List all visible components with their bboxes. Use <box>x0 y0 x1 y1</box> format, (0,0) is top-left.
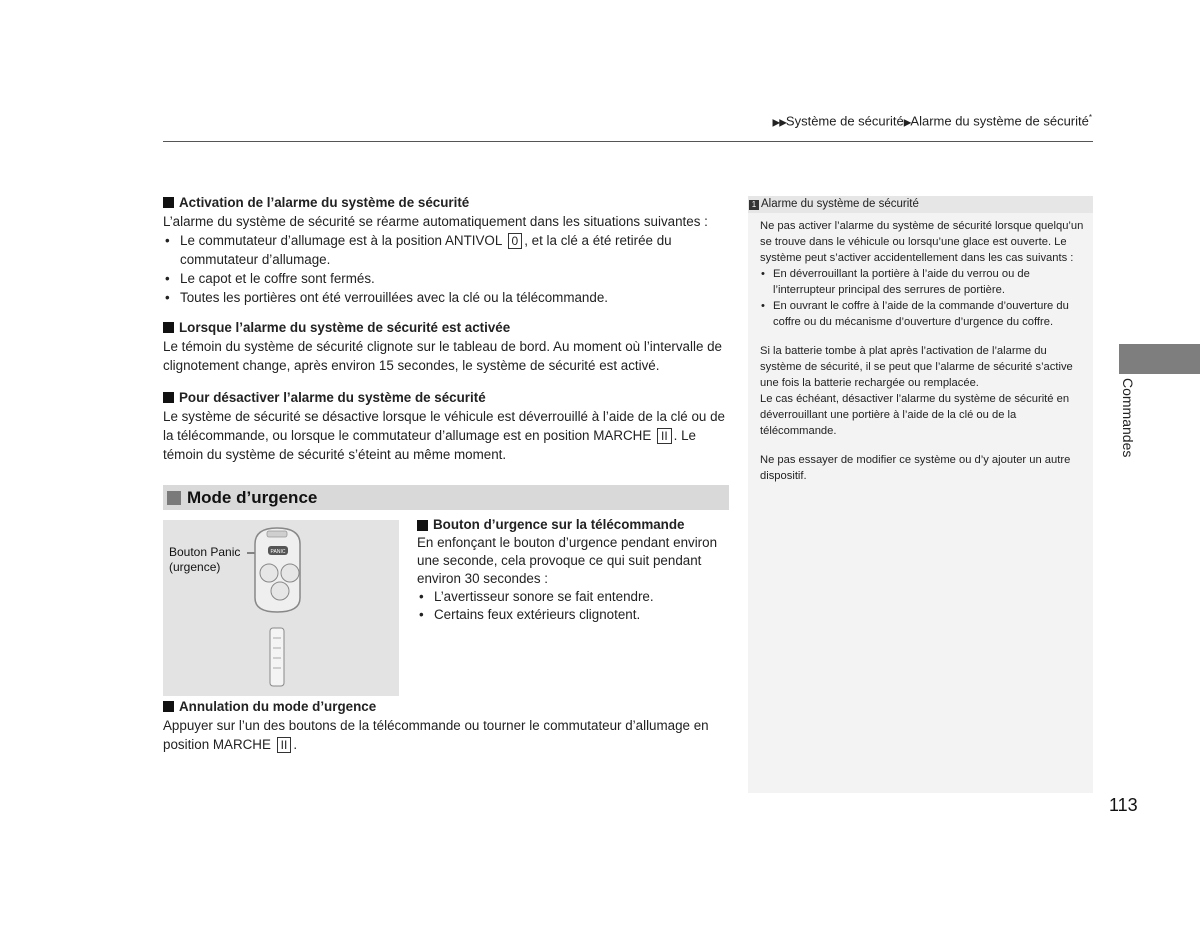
bullet-list <box>163 231 729 307</box>
heading-text: Lorsque l’alarme du système de sécurité est activée <box>179 320 511 335</box>
key-position-icon: 0 <box>508 233 523 249</box>
heading-text: Bouton d’urgence sur la télécommande <box>433 517 685 532</box>
list-text: Le commutateur d’allumage est à la position ANTIVOL <box>180 233 502 248</box>
asterisk-mark: * <box>1088 113 1092 122</box>
breadcrumb-item-system: Système de sécurité <box>785 113 904 129</box>
list-item <box>163 231 729 269</box>
paragraph: Ne pas activer l’alarme du système de sécurité lorsque quelqu’un se trouve dans le véhicule ou lorsqu’une glace est ouverte. Le système peut s’activer accidentellement dans les cas suivants : <box>760 220 1084 264</box>
paragraph: Le témoin du système de sécurité clignote sur le tableau de bord. Au moment où l’intervalle de clignotement change, après environ 15 secondes, le système de sécurité est activé. <box>163 339 723 373</box>
paragraph-text: Le système de sécurité se désactive lorsque le véhicule est déverrouillé à l’aide de la clé ou de la télécommande, ou lorsque le commutateur d’allumage est en position MARCHE <box>163 409 725 443</box>
list-item: • En ouvrant le coffre à l’aide de la commande d’ouverture du coffre ou du mécanisme d’ouverture d’urgence du coffre. <box>760 298 1085 330</box>
side-note-body <box>760 218 1085 484</box>
key-illustration <box>163 520 399 696</box>
section-heading <box>163 318 729 337</box>
heading-text: Pour désactiver l’alarme du système de sécurité <box>179 390 486 405</box>
chapter-tab-text: Commandes <box>1120 378 1136 458</box>
side-note-panel <box>748 196 1093 793</box>
paragraph: Le cas échéant, désactiver l’alarme du système de sécurité en déverrouillant une portière à l’aide de la clé ou de la télécommande. <box>760 393 1070 437</box>
paragraph: L’alarme du système de sécurité se réarme automatiquement dans les situations suivantes : <box>163 214 708 229</box>
section-panic-button <box>417 516 737 624</box>
breadcrumb-item-alarm: Alarme du système de sécurité <box>910 113 1089 129</box>
square-bullet-icon <box>167 491 181 505</box>
remote-key-icon <box>163 520 399 696</box>
label-line: Bouton Panic <box>169 545 241 559</box>
label-line: (urgence) <box>169 560 221 574</box>
section-cancel-emergency <box>163 697 729 754</box>
section-activation <box>163 193 729 307</box>
chapter-tab-label <box>1116 378 1138 468</box>
list-item: • Certains feux extérieurs clignotent. <box>417 606 737 624</box>
bullet-list <box>417 588 737 624</box>
paragraph: Ne pas essayer de modifier ce système ou d’y ajouter un autre dispositif. <box>760 454 1071 482</box>
square-bullet-icon <box>163 701 174 712</box>
section-activated <box>163 318 729 375</box>
square-bullet-icon <box>163 392 174 403</box>
section-heading <box>163 697 729 716</box>
square-bullet-icon <box>163 322 174 333</box>
heading-text: Annulation du mode d’urgence <box>179 699 377 714</box>
paragraph-text: . <box>293 737 298 752</box>
arrow-icon: ▶ <box>903 117 911 129</box>
chapter-tab <box>1119 344 1200 374</box>
double-arrow-icon: ▶▶ <box>772 117 786 129</box>
paragraph: Si la batterie tombe à plat après l’activation de l’alarme du système de sécurité, il se peut que l’alarme de sécurité s’active une fois la batterie rechargée ou remplacée. <box>760 345 1073 389</box>
emergency-mode-banner <box>163 485 729 510</box>
side-note-title: Alarme du système de sécurité <box>761 198 919 210</box>
paragraph <box>163 716 729 754</box>
paragraph: En enfonçant le bouton d’urgence pendant environ une seconde, cela provoque ce qui suit pendant environ 30 secondes : <box>417 535 718 586</box>
panic-text: PANIC <box>270 549 286 555</box>
section-heading <box>417 516 737 534</box>
paragraph-text: Appuyer sur l’un des boutons de la télécommande ou tourner le commutateur d’allumage en position MARCHE <box>163 718 709 752</box>
page-number: 113 <box>1109 795 1138 815</box>
header-rule <box>163 141 1093 142</box>
paragraph <box>163 407 729 464</box>
bullet-list <box>760 266 1085 330</box>
key-position-icon: II <box>657 428 672 444</box>
note-reference-icon: 1 <box>749 200 759 210</box>
list-item: • En déverrouillant la portière à l’aide du verrou ou de l’interrupteur principal des serrures de portière. <box>760 266 1085 298</box>
list-text: , et la clé a été retirée du commutateur d’allumage. <box>180 233 672 267</box>
square-bullet-icon <box>417 520 428 531</box>
section-deactivate <box>163 388 729 464</box>
square-bullet-icon <box>163 197 174 208</box>
list-item: • Le capot et le coffre sont fermés. <box>163 269 729 288</box>
banner-title: Mode d’urgence <box>187 487 318 507</box>
section-heading <box>163 388 729 407</box>
breadcrumb <box>773 113 1092 128</box>
side-note-header <box>748 196 1093 213</box>
heading-text: Activation de l’alarme du système de sécurité <box>179 195 470 210</box>
paragraph-text: . Le témoin du système de sécurité s’éteint au même moment. <box>163 428 697 462</box>
section-heading <box>163 193 729 212</box>
list-item: • Toutes les portières ont été verrouillées avec la clé ou la télécommande. <box>163 288 729 307</box>
key-position-icon: II <box>277 737 292 753</box>
list-item: • L’avertisseur sonore se fait entendre. <box>417 588 737 606</box>
